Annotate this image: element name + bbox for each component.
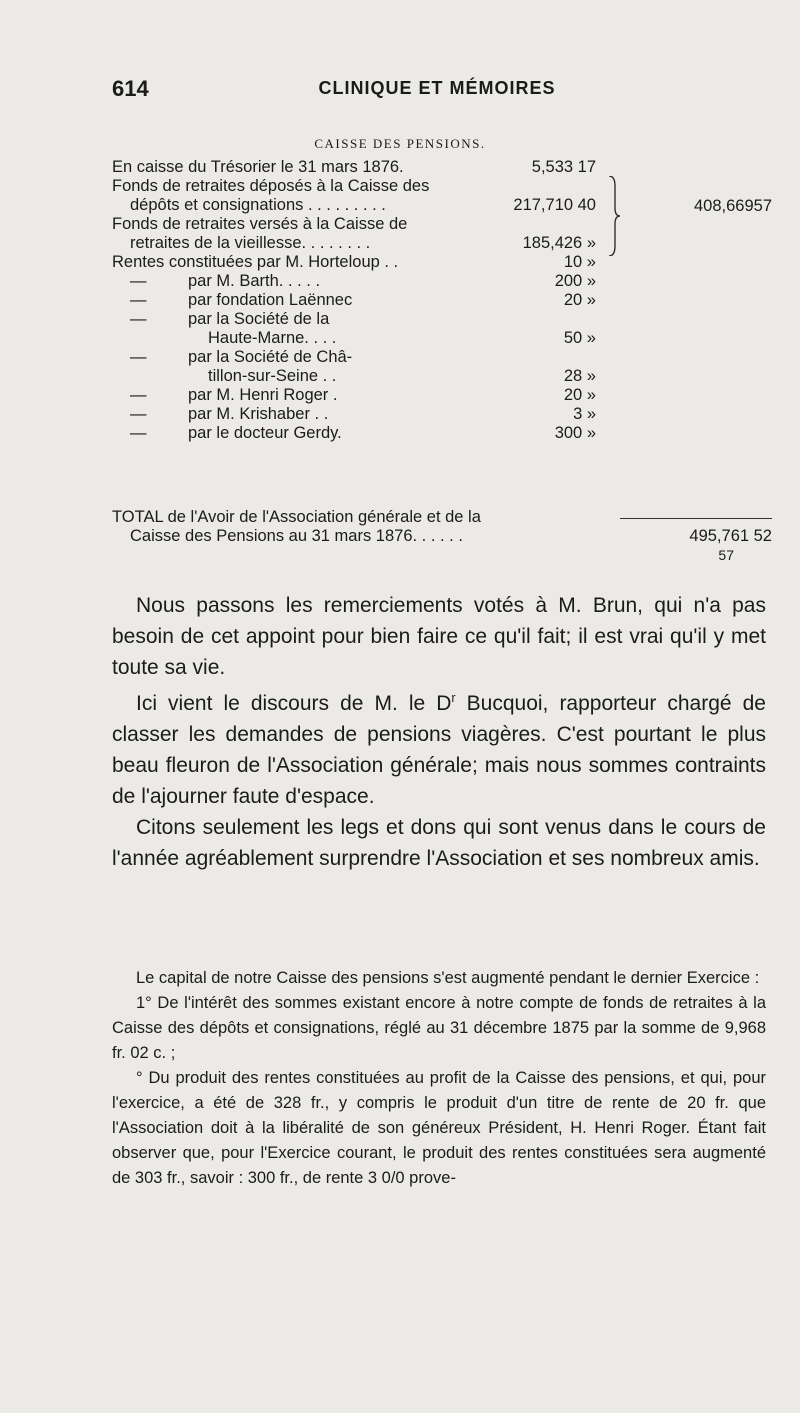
page-number: 614 [112,76,149,101]
row-label: En caisse du Trésorier le 31 mars 1876. [112,158,404,176]
row-amount: 28 » [563,367,596,385]
main-paragraphs [112,590,766,874]
row-label: Fonds de retraites déposés à la Caisse des [112,177,430,195]
row-amount: 10 » [563,253,596,271]
ditto-dash: — [130,272,147,290]
row-label: Fonds de retraites versés à la Caisse de [112,215,408,233]
running-title: CLINIQUE ET MÉMOIRES [318,78,556,98]
table-row [112,215,772,234]
table-row [112,234,772,253]
paragraph [112,1066,766,1191]
secondary-paragraphs [112,966,766,1191]
total-cents: 57 [718,547,734,563]
superscript: r [451,691,456,705]
table-row [112,367,772,386]
row-amount: 50 » [563,329,596,347]
row-amount: 20 » [563,291,596,309]
table-row [112,196,772,215]
pension-fund-table [112,158,772,563]
row-amount: 200 » [554,272,596,290]
ditto-dash: — [130,291,147,309]
total-amount: 495,761 52 [689,527,772,545]
table-row [112,177,772,196]
row-amount: 20 » [563,386,596,404]
total-row [112,508,772,565]
total-label-1: TOTAL de l'Avoir de l'Association générale et de la [112,508,481,526]
row-amount: 217,710 40 [513,196,596,214]
ditto-dash: — [130,424,147,442]
page-header [112,76,762,106]
row-label: tillon-sur-Seine . . [208,367,337,385]
row-label: Rentes constituées par M. Horteloup . . [112,253,399,271]
ditto-dash: — [130,405,147,423]
table-row [112,310,772,329]
row-label: par la Société de la [188,310,330,328]
row-label: par le docteur Gerdy. [188,424,342,442]
row-amount: 5,533 17 [531,158,596,176]
paragraph [112,812,766,874]
row-label: par M. Krishaber . . [188,405,329,423]
row-label: par M. Henri Roger . [188,386,338,404]
table-row [112,158,772,177]
table-row [112,329,772,348]
row-label: par la Société de Châ- [188,348,353,366]
row-label: retraites de la vieillesse. . . . . . . . [130,234,371,252]
ditto-dash: — [130,386,147,404]
paragraph [112,966,766,991]
paragraph-text: Citons seulement les legs et dons qui sont venus dans le cours de l'année agréablement surprendre l'Association et ses nombreux amis. [112,816,766,870]
row-label: dépôts et consignations . . . . . . . . . [130,196,386,214]
ditto-dash: — [130,310,147,328]
table-row [112,291,772,310]
paragraph-text: Bucquoi, rapporteur chargé de classer les demandes de pensions viagères. C'est pourtant le plus beau fleuron de l'Association générale; mais nous sommes contraints de l'ajourner faute d'espace. [112,692,766,808]
row-amount: 300 » [554,424,596,442]
row-label: par fondation Laënnec [188,291,353,309]
row-label: Haute-Marne. . . . [208,329,337,347]
table-title: CAISSE DES PENSIONS. [314,136,486,151]
paragraph-text: Ici vient le discours de M. le D [136,692,452,715]
table-row [112,348,772,367]
paragraph-text: 1° De l'intérêt des sommes existant encore à notre compte de fonds de retraites à la Caisse des dépôts et consignations, réglé au 31 décembre 1875 par la somme de 9,968 fr. 02 c. ; [112,994,766,1062]
table-row [112,424,772,443]
paragraph-text: Nous passons les remerciements votés à M. Brun, qui n'a pas besoin de cet appoint pour bien faire ce qu'il fait; il est vrai qu'il y met toute sa vie. [112,594,766,679]
table-row [112,386,772,405]
paragraph [112,683,766,812]
row-amount: 3 » [573,405,596,423]
total-label-2: Caisse des Pensions au 31 mars 1876. . . . . . [130,527,463,545]
brace-icon [608,176,620,256]
table-row [112,405,772,424]
paragraph-text: Le capital de notre Caisse des pensions s'est augmenté pendant le dernier Exercice : [136,969,760,987]
group-total: 408,66957 [694,197,772,215]
paragraph [112,991,766,1066]
paragraph [112,590,766,683]
table-row [112,272,772,291]
table-row [112,253,772,272]
row-amount: 185,426 » [522,234,596,252]
paragraph-text: ° Du produit des rentes constituées au profit de la Caisse des pensions, et qui, pour l'exercice, a été de 328 fr., y compris le produit d'un titre de rente de 20 fr. que l'Association doit à la libéralité de son généreux Président, H. Henri Roger. Étant fait observer que, pour l'Exercice courant, le produit des rentes constituées sera augmenté de 303 fr., savoir : 300 fr., de rente 3 0/0 prove- [112,1069,766,1187]
row-label: par M. Barth. . . . . [188,272,321,290]
ditto-dash: — [130,348,147,366]
